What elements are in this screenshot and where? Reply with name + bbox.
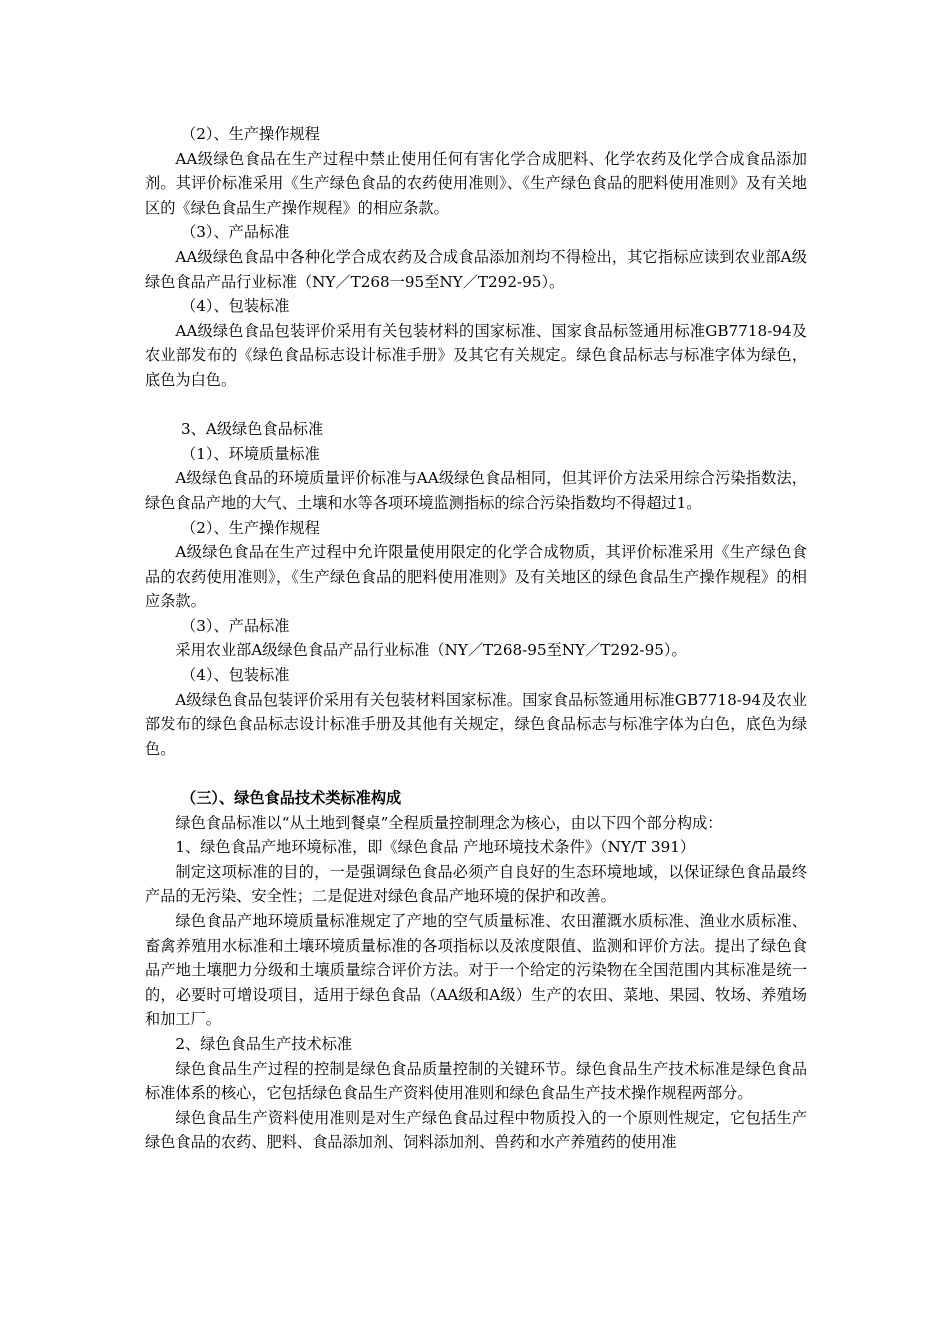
subheading: （3）、产品标准	[181, 223, 290, 242]
subheading: （3）、产品标准	[181, 616, 290, 635]
paragraph: 绿色食品标准以“从土地到餐桌”全程质量控制理念为核心，由以下四个部分构成：	[175, 813, 723, 832]
paragraph: 采用农业部A级绿色食品产品行业标准（NY／T268-95至NY／T292-95）。	[175, 641, 687, 660]
subheading: （2）、生产操作规程	[181, 518, 320, 537]
subheading: （4）、包装标准	[181, 297, 290, 316]
subheading: （4）、包装标准	[181, 666, 290, 685]
document-page	[145, 122, 807, 1155]
paragraph: AA级绿色食品包装评价采用有关包装材料的国家标准、国家食品标签通用标准GB7718-94及农业部发布的《绿色食品标志设计标准手册》及其它有关规定。绿色食品标志与标准字体为绿色，底色为白色。	[145, 321, 807, 389]
paragraph: 绿色食品生产资料使用准则是对生产绿色食品过程中物质投入的一个原则性规定，它包括生产绿色食品的农药、肥料、食品添加剂、饲料添加剂、兽药和水产养殖药的使用准	[145, 1108, 807, 1152]
paragraph: A级绿色食品的环境质量评价标准与AA级绿色食品相同，但其评价方法采用综合污染指数法，绿色食品产地的大气、土壤和水等各项环境监测指标的综合污染指数均不得超过1。	[145, 469, 807, 512]
paragraph: 2、绿色食品生产技术标准	[175, 1034, 353, 1053]
subheading: （2）、生产操作规程	[181, 125, 320, 143]
paragraph: A级绿色食品在生产过程中允许限量使用限定的化学合成物质，其评价标准采用《生产绿色食品的农药使用准则》，《生产绿色食品的肥料使用准则》及有关地区的绿色食品生产操作规程》的相应条款。	[145, 543, 807, 611]
paragraph: 绿色食品产地环境质量标准规定了产地的空气质量标准、农田灌溉水质标准、渔业水质标准、畜禽养殖用水标准和土壤环境质量标准的各项指标以及浓度限值、监测和评价方法。提出了绿色食品产地土壤肥力分级和土壤质量综合评价方法。对于一个给定的污染物在全国范围内其标准是统一的，必要时可增设项目，适用于绿色食品（AA级和A级）生产的农田、菜地、果园、牧场、养殖场和加工厂。	[145, 912, 807, 1029]
blank-line	[145, 761, 807, 786]
blank-line	[145, 393, 807, 418]
paragraph: 制定这项标准的目的，一是强调绿色食品必须产自良好的生态环境地域，以保证绿色食品最终产品的无污染、安全性；二是促进对绿色食品产地环境的保护和改善。	[145, 862, 807, 906]
subheading: （1）、环境质量标准	[181, 444, 320, 463]
paragraph: 绿色食品生产过程的控制是绿色食品质量控制的关键环节。绿色食品生产技术标准是绿色食品标准体系的核心，它包括绿色食品生产资料使用准则和绿色食品生产技术操作规程两部分。	[145, 1059, 807, 1103]
paragraph: A级绿色食品包装评价采用有关包装材料国家标准。国家食品标签通用标准GB7718-94及农业部发布的绿色食品标志设计标准手册及其他有关规定，绿色食品标志与标准字体为白色，底色为绿色。	[145, 690, 807, 758]
paragraph: 1、绿色食品产地环境标准，即《绿色食品 产地环境技术条件》（NY/T 391）	[175, 838, 696, 857]
paragraph: AA级绿色食品在生产过程中禁止使用任何有害化学合成肥料、化学农药及化学合成食品添加剂。其评价标准采用《生产绿色食品的农药使用准则》、《生产绿色食品的肥料使用准则》及有关地区的《绿色食品生产操作规程》的相应条款。	[145, 149, 807, 217]
paragraph: AA级绿色食品中各种化学合成农药及合成食品添加剂均不得检出，其它指标应读到农业部A级绿色食品产品行业标准（NY／T268一95至NY／T292-95）。	[145, 247, 807, 291]
section-title: （三）、绿色食品技术类标准构成	[181, 789, 402, 808]
section-heading: 3、A级绿色食品标准	[181, 420, 324, 439]
